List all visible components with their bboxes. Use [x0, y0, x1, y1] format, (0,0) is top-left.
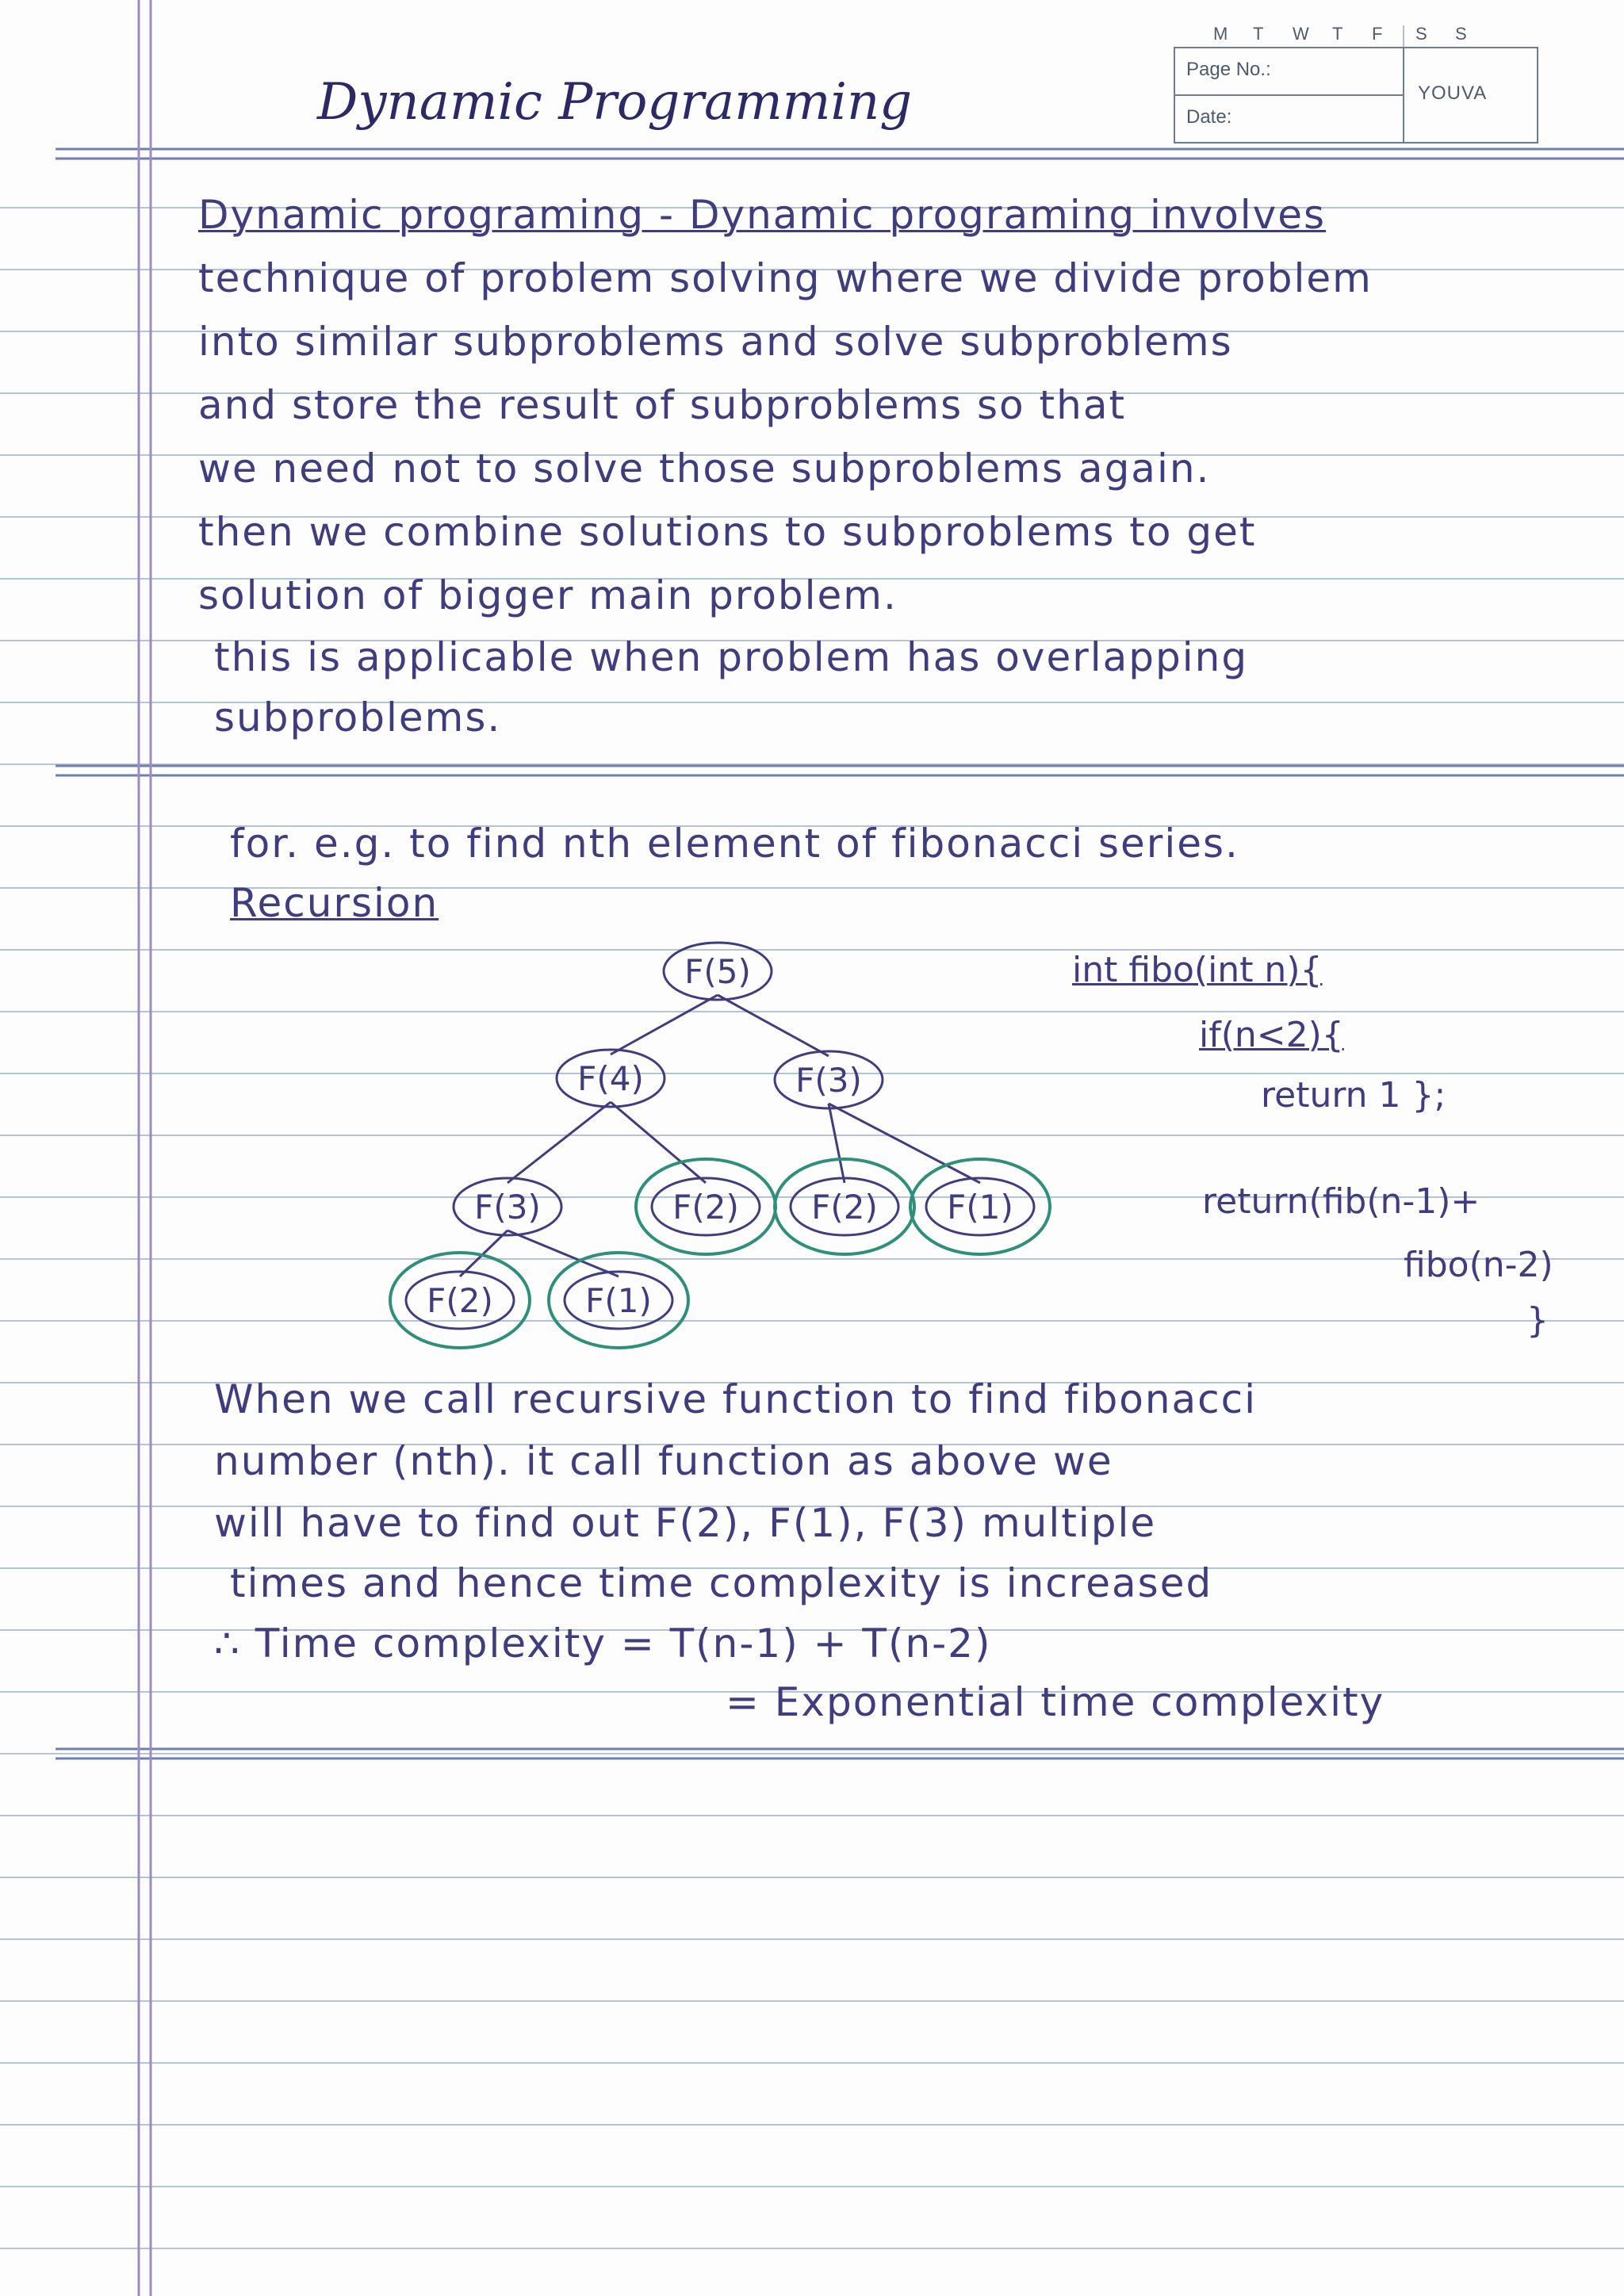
weekday-mon: M: [1213, 24, 1228, 44]
node-label: F(1): [585, 1281, 652, 1320]
definition-term: Dynamic programing - Dynamic programing involves: [198, 192, 1327, 238]
definition-line-1: [198, 192, 1326, 238]
page-title: Dynamic Programming: [317, 73, 913, 132]
node-label: F(2): [811, 1188, 878, 1226]
date-label: Date:: [1186, 106, 1232, 128]
tree-edge: [718, 995, 829, 1056]
tree-edge: [829, 1104, 980, 1183]
code-line-2: if(n<2){: [1199, 1015, 1344, 1055]
code-line-4: return(fib(n-1)+: [1202, 1181, 1480, 1222]
node-label: F(3): [795, 1061, 862, 1100]
tree-node: [775, 1051, 883, 1108]
tree-node: [390, 1253, 530, 1348]
page-header-box: [1174, 17, 1538, 144]
definition-line-8: this is applicable when problem has overlapping: [214, 634, 1249, 680]
node-label: F(2): [427, 1281, 493, 1320]
explanation-line-3: will have to find out F(2), F(1), F(3) multiple: [214, 1500, 1157, 1546]
tree-node: [454, 1178, 561, 1235]
definition-line-2: technique of problem solving where we divide problem: [198, 255, 1373, 301]
weekday-wed: W: [1293, 24, 1309, 44]
example-line: for. e.g. to find nth element of fibonacci series.: [230, 821, 1239, 867]
tree-node: [636, 1159, 776, 1254]
tree-edge: [508, 1102, 611, 1183]
exponential-line: = Exponential time complexity: [726, 1679, 1385, 1725]
weekday-tue: T: [1253, 24, 1264, 44]
tree-node: [557, 1050, 665, 1107]
brand-logo-text: YOUVA: [1418, 82, 1488, 104]
definition-line-4: and store the result of subproblems so that: [198, 382, 1127, 428]
node-label: F(2): [672, 1188, 739, 1226]
weekday-strip: [1174, 17, 1538, 49]
code-line-3: return 1 };: [1261, 1075, 1446, 1115]
node-label: F(4): [577, 1059, 644, 1098]
tree-node: [549, 1253, 688, 1348]
definition-line-7: solution of bigger main problem.: [198, 572, 898, 618]
definition-line-9: subproblems.: [214, 695, 502, 740]
tree-node: [910, 1159, 1050, 1254]
tree-edge: [829, 1104, 845, 1183]
code-line-6: }: [1526, 1300, 1549, 1341]
tree-node: [775, 1159, 914, 1254]
node-label: F(3): [474, 1188, 541, 1226]
code-line-1: int fibo(int n){: [1072, 950, 1323, 990]
weekday-thu: T: [1332, 24, 1343, 44]
node-label: F(1): [947, 1188, 1013, 1226]
weekday-sun: S: [1455, 24, 1467, 44]
tree-edge: [611, 995, 718, 1054]
code-line-5: fibo(n-2): [1404, 1245, 1553, 1285]
time-complexity-line: ∴ Time complexity = T(n-1) + T(n-2): [214, 1621, 992, 1667]
explanation-line-2: number (nth). it call function as above we: [214, 1438, 1113, 1484]
weekday-fri: F: [1372, 24, 1383, 44]
explanation-line-4: times and hence time complexity is increased: [230, 1560, 1213, 1606]
node-label: F(5): [684, 952, 751, 991]
page-no-label: Page No.:: [1186, 59, 1271, 80]
definition-line-3: into similar subproblems and solve subproblems: [198, 319, 1233, 365]
definition-line-6: then we combine solutions to subproblems to get: [198, 509, 1257, 555]
recursion-tree: [349, 928, 1142, 1372]
definition-line-5: we need not to solve those subproblems again.: [198, 446, 1211, 492]
explanation-line-1: When we call recursive function to find fibonacci: [214, 1376, 1258, 1422]
weekday-sat: S: [1415, 24, 1427, 44]
recursion-heading: Recursion: [230, 880, 439, 926]
tree-node: [664, 943, 772, 1000]
